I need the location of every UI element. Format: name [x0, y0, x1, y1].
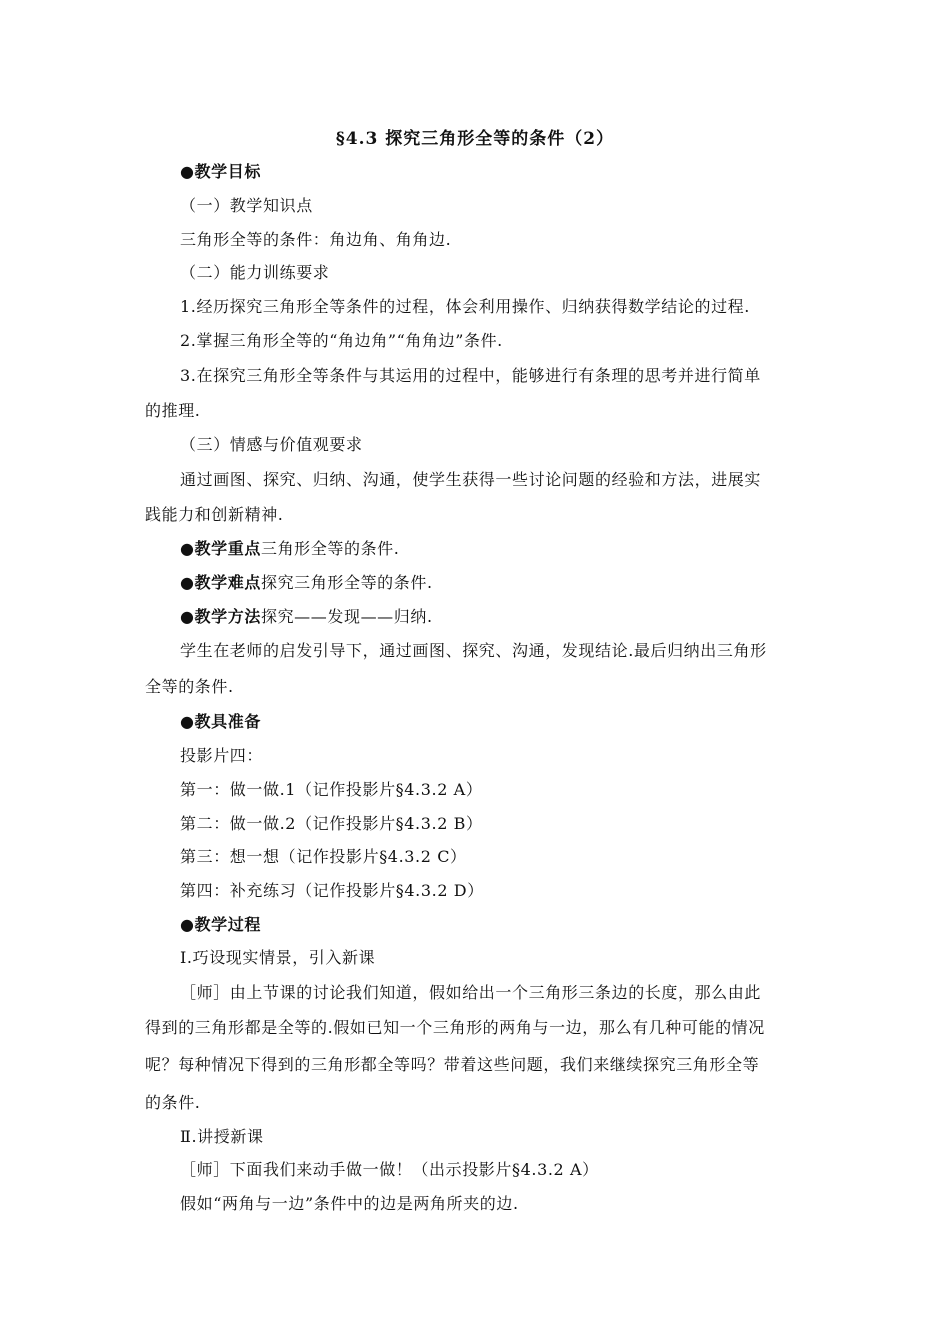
tools-item-1: 第一：做一做.1（记作投影片§4.3.2 A） — [180, 780, 483, 799]
process-section-1: Ⅰ.巧设现实情景，引入新课 — [180, 948, 376, 967]
tools-intro: 投影片四： — [180, 746, 264, 765]
process-para-1-line-2: 得到的三角形都是全等的.假如已知一个三角形的两角与一边，那么有几种可能的情况 — [145, 1018, 765, 1037]
method-desc-line-1: 学生在老师的启发引导下，通过画图、探究、沟通，发现结论.最后归纳出三角形 — [180, 641, 767, 660]
emotion-text-line-2: 践能力和创新精神. — [145, 505, 284, 524]
knowledge-heading: （一）教学知识点 — [180, 196, 313, 215]
tools-item-2: 第二：做一做.2（记作投影片§4.3.2 B） — [180, 814, 483, 833]
method — [180, 607, 433, 627]
process-heading: ●教学过程 — [180, 915, 261, 934]
ability-item-3-line-2: 的推理. — [145, 401, 201, 420]
difficulty-text: 探究三角形全等的条件. — [260, 573, 433, 592]
tools-item-3: 第三：想一想（记作投影片§4.3.2 C） — [180, 847, 467, 866]
emotion-text-line-1: 通过画图、探究、归纳、沟通，使学生获得一些讨论问题的经验和方法，进展实 — [180, 470, 762, 489]
process-section-2: Ⅱ.讲授新课 — [180, 1127, 264, 1146]
tools-heading: ●教具准备 — [180, 712, 261, 731]
process-para-3: 假如“两角与一边”条件中的边是两角所夹的边. — [180, 1194, 519, 1213]
process-para-1-line-4: 的条件. — [145, 1093, 201, 1112]
process-para-1-line-1: ［师］由上节课的讨论我们知道，假如给出一个三角形三条边的长度，那么由此 — [180, 983, 762, 1002]
difficulty — [180, 573, 433, 593]
key-point-text: 三角形全等的条件. — [260, 539, 400, 558]
ability-item-1: 1.经历探究三角形全等条件的过程，体会利用操作、归纳获得数学结论的过程. — [180, 297, 750, 316]
key-point — [180, 539, 399, 559]
process-para-1-line-3: 呢？每种情况下得到的三角形都全等吗？带着这些问题，我们来继续探究三角形全等 — [145, 1055, 760, 1074]
process-para-2: ［师］下面我们来动手做一做！（出示投影片§4.3.2 A） — [180, 1160, 599, 1179]
key-point-label: ●教学重点 — [180, 539, 261, 558]
emotion-heading: （三）情感与价值观要求 — [180, 435, 363, 454]
tools-item-4: 第四：补充练习（记作投影片§4.3.2 D） — [180, 881, 484, 900]
goals-heading: ●教学目标 — [180, 162, 261, 181]
method-label: ●教学方法 — [180, 607, 261, 626]
page-title: §4.3 探究三角形全等的条件（2） — [335, 129, 615, 149]
method-desc-line-2: 全等的条件. — [145, 677, 234, 696]
knowledge-text: 三角形全等的条件：角边角、角角边. — [180, 230, 452, 249]
method-text: 探究——发现——归纳. — [260, 607, 433, 626]
ability-item-2: 2.掌握三角形全等的“角边角”“角角边”条件. — [180, 331, 503, 350]
ability-item-3-line-1: 3.在探究三角形全等条件与其运用的过程中，能够进行有条理的思考并进行简单 — [180, 366, 761, 385]
difficulty-label: ●教学难点 — [180, 573, 261, 592]
ability-heading: （二）能力训练要求 — [180, 263, 330, 282]
